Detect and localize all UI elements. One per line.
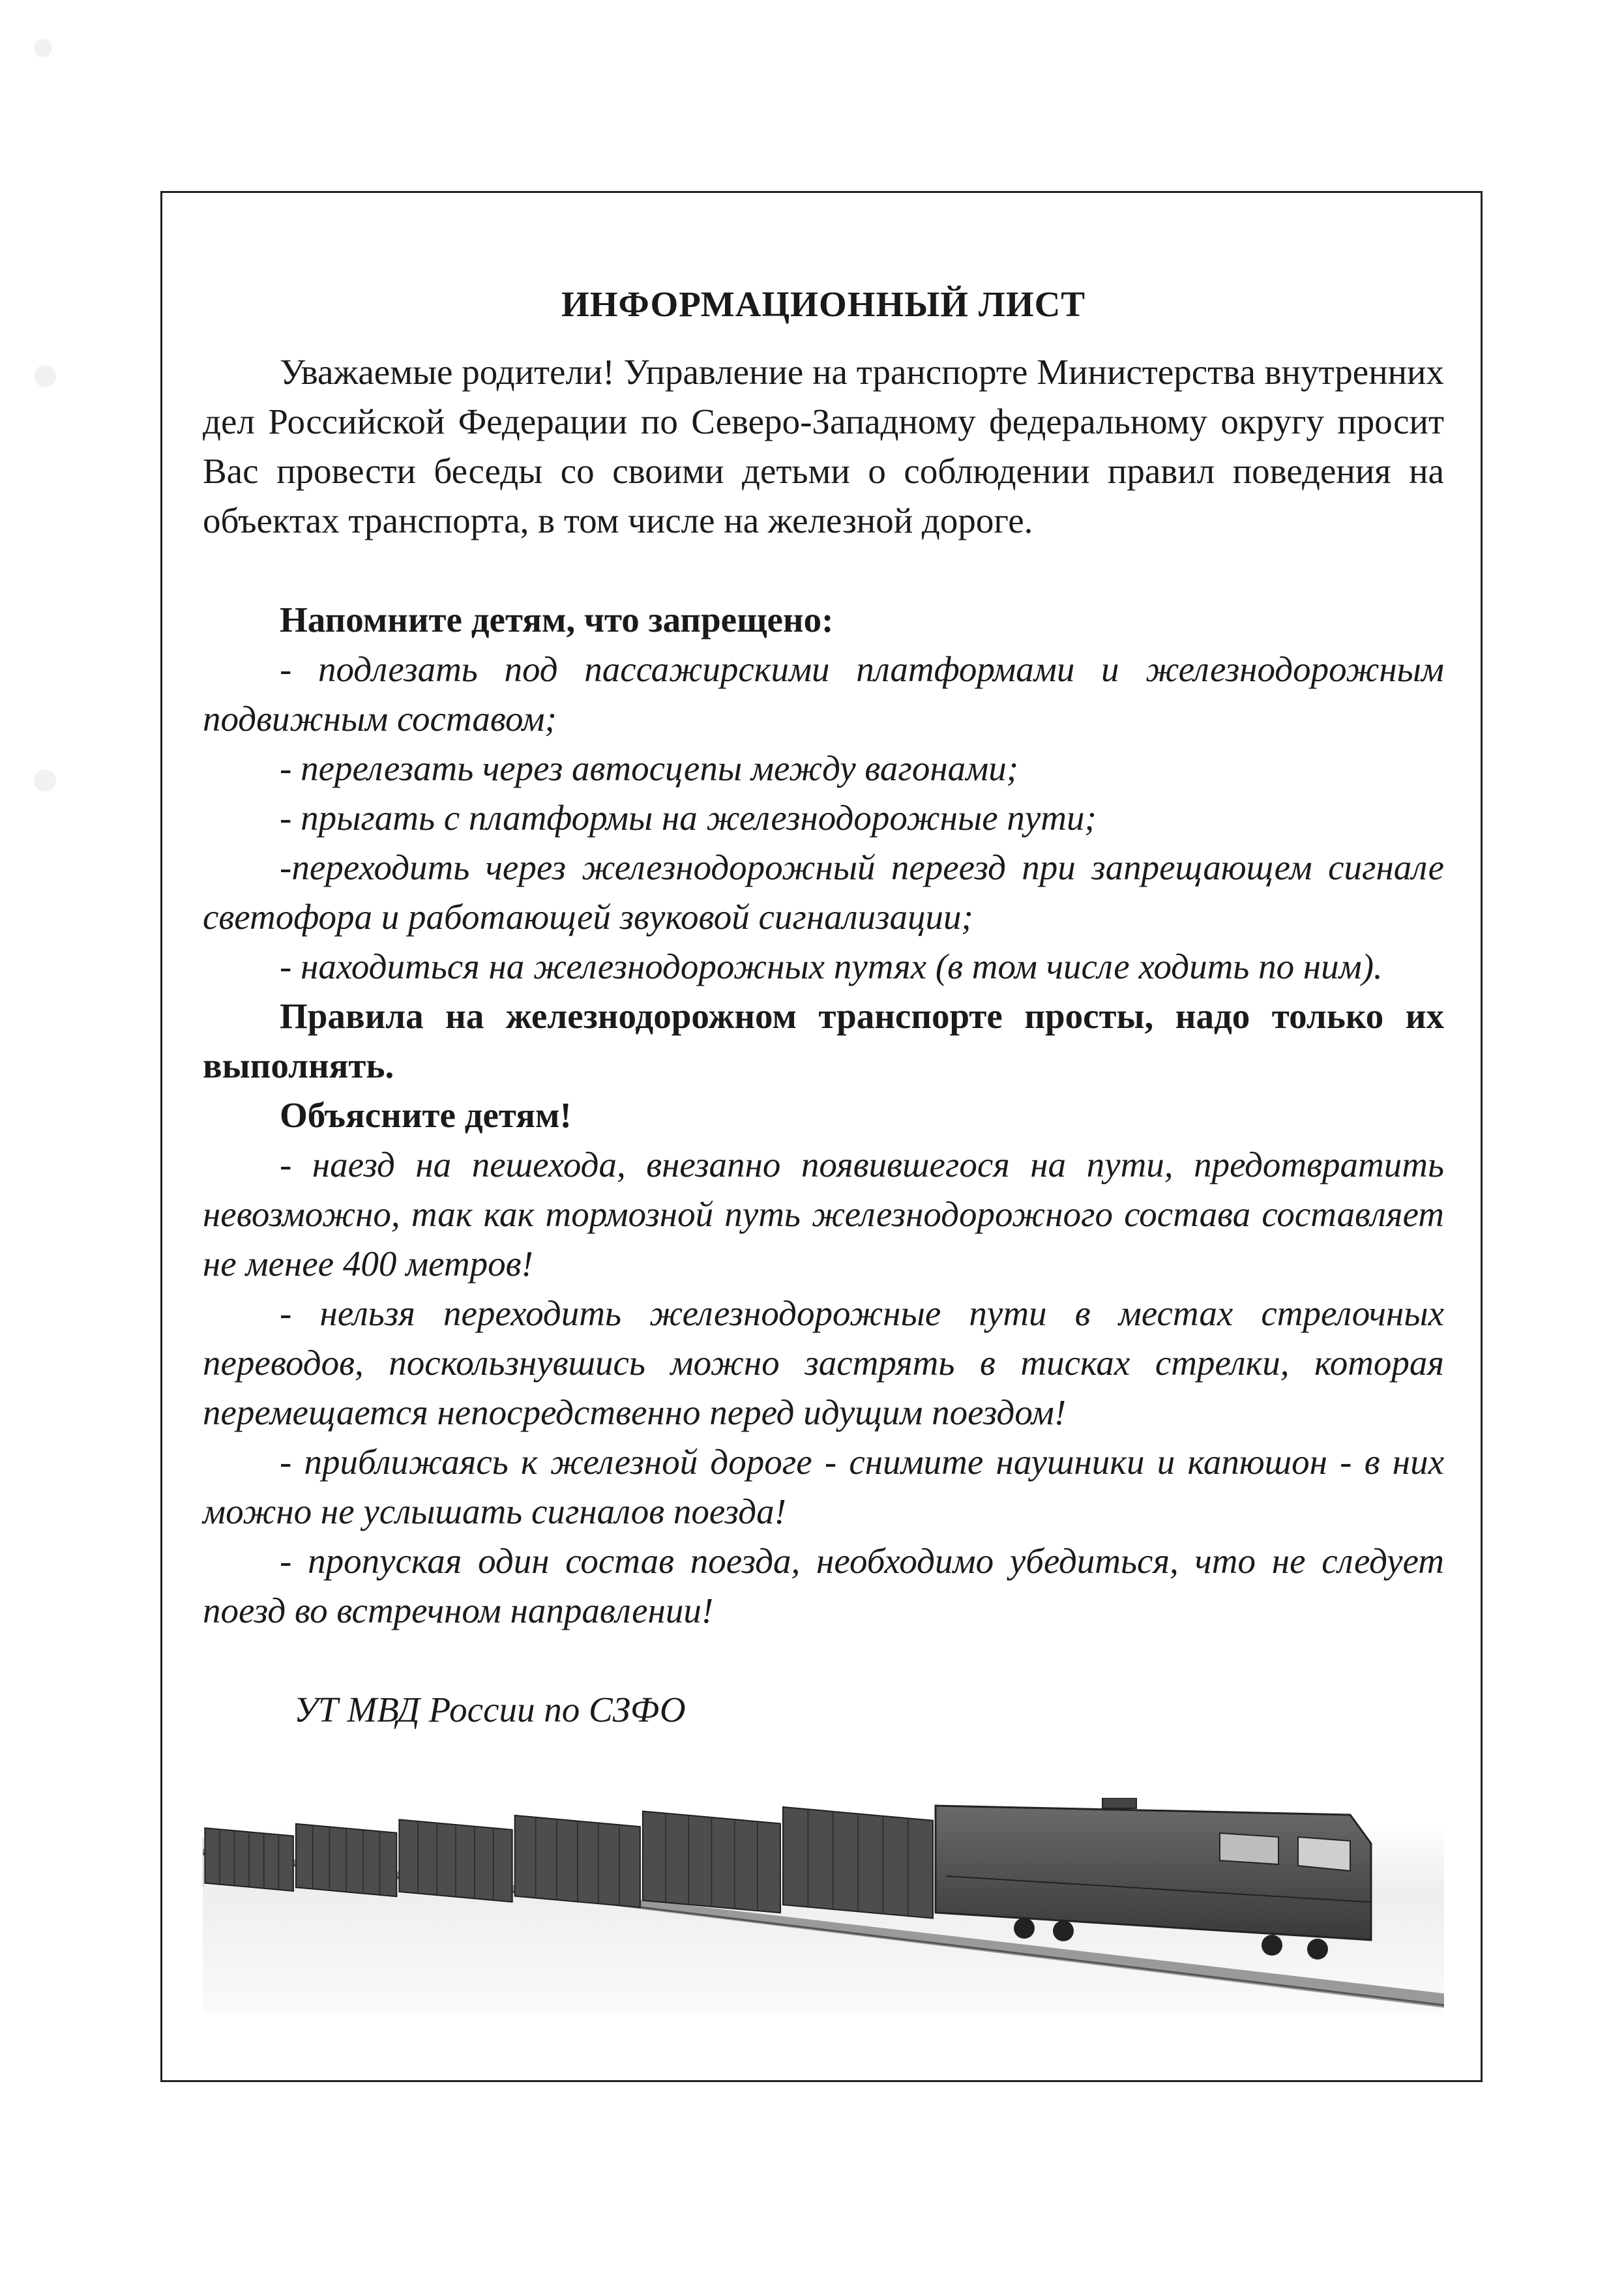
prohibited-item: -переходить через железнодорожный переезд при запрещающем сигнале светофора и работающей звуковой сигнализации; xyxy=(203,847,1444,937)
explain-item: - нельзя переходить железнодорожные пути в местах стрелочных переводов, поскользнувшись можно застрять в тисках стрелки, которая перемещается непосредственно перед идущим поездом! xyxy=(203,1293,1444,1432)
prohibited-item: - перелезать через автосцепы между вагонами; xyxy=(280,748,1019,788)
scan-artifact xyxy=(34,365,56,387)
document-frame xyxy=(160,191,1483,2082)
signature: УТ МВД России по СЗФО xyxy=(294,1690,686,1729)
document-body xyxy=(203,280,1444,1735)
train-illustration xyxy=(203,1798,1444,2013)
rules-statement: Правила на железнодорожном транспорте просты, надо только их выполнять. xyxy=(203,996,1444,1085)
explain-heading: Объясните детям! xyxy=(280,1095,572,1135)
explain-item: - приближаясь к железной дороге - снимите наушники и капюшон - в них можно не услышать сигналов поезда! xyxy=(203,1442,1444,1531)
scan-artifact xyxy=(34,39,52,57)
scan-artifact xyxy=(34,769,56,791)
explain-item: - наезд на пешехода, внезапно появившегося на пути, предотвратить невозможно, так как тормозной путь железнодорожного состава составляет не менее 400 метров! xyxy=(203,1145,1444,1284)
spacer xyxy=(203,546,1444,595)
document-title: ИНФОРМАЦИОННЫЙ ЛИСТ xyxy=(561,284,1086,324)
intro-paragraph: Уважаемые родители! Управление на транспорте Министерства внутренних дел Российской Федерации по Северо-Западному федеральному округу просит Вас провести беседы со своими детьми о соблюдении правил поведения на объектах транспорта, в том числе на железной дороге. xyxy=(203,352,1444,540)
prohibited-item: - находиться на железнодорожных путях (в том числе ходить по ним). xyxy=(280,947,1383,986)
prohibited-item: - подлезать под пассажирскими платформами и железнодорожным подвижным составом; xyxy=(203,649,1444,739)
prohibited-item: - прыгать с платформы на железнодорожные пути; xyxy=(280,798,1097,838)
prohibited-heading: Напомните детям, что запрещено: xyxy=(280,600,834,639)
explain-item: - пропуская один состав поезда, необходимо убедиться, что не следует поезд во встречном направлении! xyxy=(203,1541,1444,1630)
